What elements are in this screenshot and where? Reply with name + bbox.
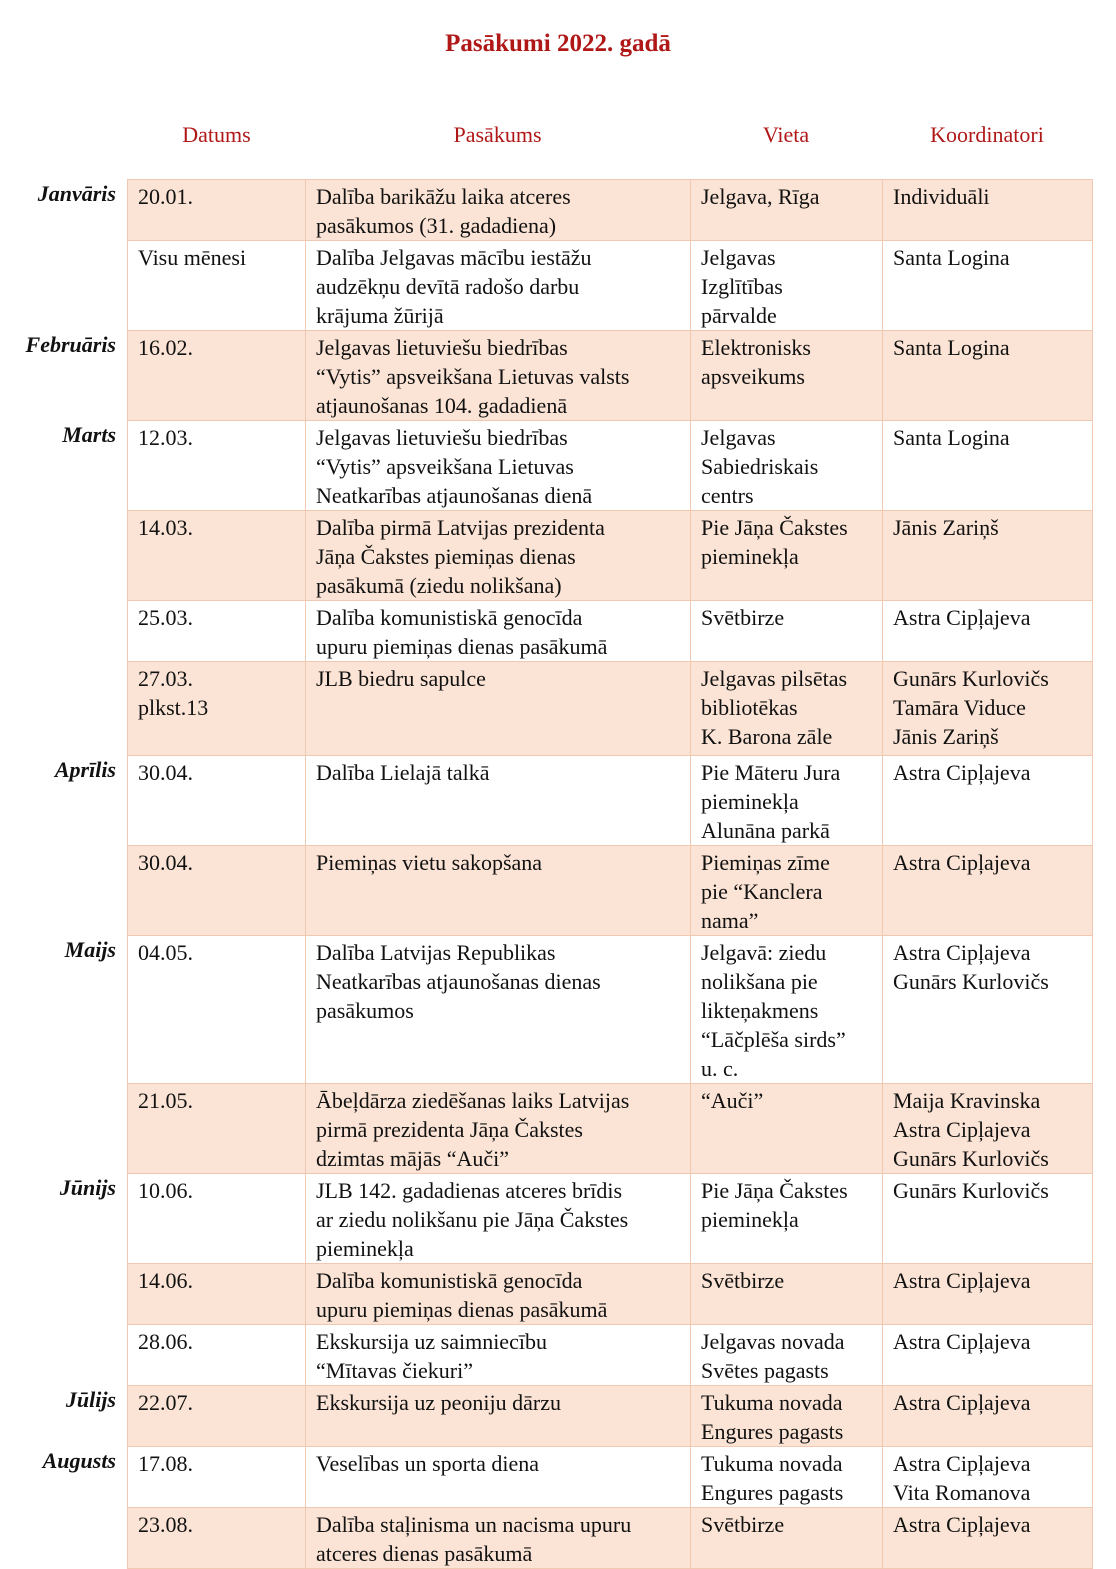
- coordinators-text: Individuāli: [893, 184, 990, 209]
- event-text: “Mītavas čiekuri”: [316, 1358, 473, 1383]
- cell-date: [128, 331, 306, 421]
- cell-place: [691, 1174, 883, 1264]
- event-text: atjaunošanas 104. gadadienā: [316, 393, 568, 418]
- place-text: Izglītības: [701, 274, 783, 299]
- cell-place: [691, 1325, 883, 1386]
- place-text: nolikšana pie: [701, 969, 818, 994]
- cell-coordinators: [883, 1174, 1093, 1264]
- event-text: Veselības un sporta diena: [316, 1451, 539, 1476]
- cell-event: [306, 1508, 691, 1569]
- month-label: Maijs: [64, 937, 116, 962]
- cell-event: [306, 1447, 691, 1508]
- event-text: Ekskursija uz saimniecību: [316, 1329, 547, 1354]
- event-text: Jāņa Čakstes piemiņas dienas: [316, 544, 576, 569]
- place-text: bibliotēkas: [701, 695, 798, 720]
- cell-date: [128, 1174, 306, 1264]
- cell-event: [306, 756, 691, 846]
- cell-date: [128, 1325, 306, 1386]
- cell-coordinators: [883, 1325, 1093, 1386]
- month-label: Aprīlis: [54, 757, 116, 782]
- table-row: [128, 421, 1093, 511]
- event-text: Dalība Jelgavas mācību iestāžu: [316, 245, 592, 270]
- event-text: Dalība Latvijas Republikas: [316, 940, 556, 965]
- header-event: Pasākums: [453, 122, 542, 147]
- cell-coordinators: [883, 511, 1093, 601]
- place-text: “Lāčplēša sirds”: [701, 1027, 846, 1052]
- cell-coordinators: [883, 601, 1093, 662]
- cell-place: [691, 331, 883, 421]
- date-text: 17.08.: [138, 1451, 193, 1476]
- event-text: Jelgavas lietuviešu biedrības: [316, 335, 568, 360]
- cell-place: [691, 846, 883, 936]
- table-row: [128, 180, 1093, 241]
- place-text: Jelgavā: ziedu: [701, 940, 827, 965]
- cell-event: [306, 1386, 691, 1447]
- date-text: 14.03.: [138, 515, 193, 540]
- event-text: upuru piemiņas dienas pasākumā: [316, 1297, 608, 1322]
- place-text: u. c.: [701, 1056, 739, 1081]
- place-text: Pie Jāņa Čakstes: [701, 1178, 848, 1203]
- date-text: 12.03.: [138, 425, 193, 450]
- place-text: Jelgavas pilsētas: [701, 666, 848, 691]
- table-row: [128, 936, 1093, 1084]
- event-text: Dalība komunistiskā genocīda: [316, 1268, 583, 1293]
- cell-date: [128, 601, 306, 662]
- cell-place: [691, 756, 883, 846]
- cell-place: [691, 1508, 883, 1569]
- place-text: pieminekļa: [701, 1207, 799, 1232]
- cell-place: [691, 1084, 883, 1174]
- place-text: pārvalde: [701, 303, 777, 328]
- event-text: krājuma žūrijā: [316, 303, 444, 328]
- table-row: [128, 601, 1093, 662]
- cell-event: [306, 241, 691, 331]
- date-text: 20.01.: [138, 184, 193, 209]
- cell-coordinators: [883, 1084, 1093, 1174]
- cell-date: [128, 1386, 306, 1447]
- coordinators-text: Jānis Zariņš: [893, 515, 999, 540]
- coordinators-text: Gunārs Kurlovičs: [893, 666, 1049, 691]
- place-text: Piemiņas zīme: [701, 850, 830, 875]
- cell-event: [306, 1174, 691, 1264]
- cell-date: [128, 1447, 306, 1508]
- cell-place: [691, 936, 883, 1084]
- table-row: [128, 1264, 1093, 1325]
- date-text: 21.05.: [138, 1088, 193, 1113]
- event-text: pasākumā (ziedu nolikšana): [316, 573, 562, 598]
- place-text: Tukuma novada: [701, 1390, 843, 1415]
- cell-place: [691, 511, 883, 601]
- cell-coordinators: [883, 180, 1093, 241]
- table-row: [128, 1084, 1093, 1174]
- place-text: Sabiedriskais: [701, 454, 819, 479]
- cell-coordinators: [883, 936, 1093, 1084]
- date-text: 22.07.: [138, 1390, 193, 1415]
- cell-event: [306, 421, 691, 511]
- month-label: Jūlijs: [65, 1387, 116, 1412]
- place-text: Alunāna parkā: [701, 818, 830, 843]
- coordinators-text: Santa Logina: [893, 245, 1010, 270]
- table-row: [128, 331, 1093, 421]
- event-text: Ābeļdārza ziedēšanas laiks Latvijas: [316, 1088, 630, 1113]
- coordinators-text: Tamāra Viduce: [893, 695, 1026, 720]
- place-text: apsveikums: [701, 364, 805, 389]
- cell-date: [128, 241, 306, 331]
- cell-coordinators: [883, 662, 1093, 756]
- place-text: Jelgavas: [701, 425, 776, 450]
- cell-date: [128, 511, 306, 601]
- coordinators-text: Santa Logina: [893, 425, 1010, 450]
- event-text: dzimtas mājās “Auči”: [316, 1146, 510, 1171]
- place-text: Pie Māteru Jura: [701, 760, 841, 785]
- date-text: 14.06.: [138, 1268, 193, 1293]
- place-text: Svētbirze: [701, 605, 785, 630]
- event-text: atceres dienas pasākumā: [316, 1541, 533, 1566]
- place-text: Jelgava, Rīga: [701, 184, 820, 209]
- event-text: Neatkarības atjaunošanas dienā: [316, 483, 593, 508]
- events-table: [127, 179, 1093, 1569]
- event-text: pieminekļa: [316, 1236, 414, 1261]
- place-text: likteņakmens: [701, 998, 819, 1023]
- cell-coordinators: [883, 331, 1093, 421]
- coordinators-text: Gunārs Kurlovičs: [893, 969, 1049, 994]
- table-row: [128, 511, 1093, 601]
- date-text: 04.05.: [138, 940, 193, 965]
- event-text: Dalība staļinisma un nacisma upuru: [316, 1512, 632, 1537]
- place-text: pieminekļa: [701, 789, 799, 814]
- coordinators-text: Astra Cipļajeva: [893, 605, 1031, 630]
- coordinators-text: Astra Cipļajeva: [893, 1268, 1031, 1293]
- date-text: 23.08.: [138, 1512, 193, 1537]
- column-headers: [128, 122, 1092, 152]
- cell-event: [306, 601, 691, 662]
- cell-place: [691, 1264, 883, 1325]
- coordinators-text: Astra Cipļajeva: [893, 1390, 1031, 1415]
- coordinators-text: Gunārs Kurlovičs: [893, 1146, 1049, 1171]
- event-text: audzēkņu devītā radošo darbu: [316, 274, 580, 299]
- date-text: plkst.13: [138, 695, 209, 720]
- event-text: Neatkarības atjaunošanas dienas: [316, 969, 601, 994]
- cell-event: [306, 511, 691, 601]
- table-row: [128, 1325, 1093, 1386]
- event-text: Jelgavas lietuviešu biedrības: [316, 425, 568, 450]
- event-text: Dalība komunistiskā genocīda: [316, 605, 583, 630]
- event-text: Piemiņas vietu sakopšana: [316, 850, 543, 875]
- month-label: Janvāris: [37, 181, 116, 206]
- cell-coordinators: [883, 846, 1093, 936]
- place-text: nama”: [701, 908, 759, 933]
- cell-coordinators: [883, 1508, 1093, 1569]
- cell-coordinators: [883, 241, 1093, 331]
- page-title: Pasākumi 2022. gadā: [445, 30, 671, 57]
- coordinators-text: Jānis Zariņš: [893, 724, 999, 749]
- date-text: 28.06.: [138, 1329, 193, 1354]
- coordinators-text: Astra Cipļajeva: [893, 1512, 1031, 1537]
- table-row: [128, 1508, 1093, 1569]
- coordinators-text: Gunārs Kurlovičs: [893, 1178, 1049, 1203]
- cell-coordinators: [883, 421, 1093, 511]
- cell-date: [128, 846, 306, 936]
- coordinators-text: Astra Cipļajeva: [893, 940, 1031, 965]
- cell-event: [306, 331, 691, 421]
- cell-event: [306, 846, 691, 936]
- event-text: JLB biedru sapulce: [316, 666, 486, 691]
- cell-coordinators: [883, 1386, 1093, 1447]
- cell-place: [691, 662, 883, 756]
- place-text: Svētbirze: [701, 1512, 785, 1537]
- event-text: JLB 142. gadadienas atceres brīdis: [316, 1178, 623, 1203]
- place-text: Jelgavas: [701, 245, 776, 270]
- cell-place: [691, 241, 883, 331]
- coordinators-text: Astra Cipļajeva: [893, 850, 1031, 875]
- place-text: Tukuma novada: [701, 1451, 843, 1476]
- cell-place: [691, 421, 883, 511]
- date-text: 30.04.: [138, 760, 193, 785]
- header-date: Datums: [182, 122, 251, 147]
- cell-place: [691, 180, 883, 241]
- place-text: K. Barona zāle: [701, 724, 833, 749]
- coordinators-text: Astra Cipļajeva: [893, 1451, 1031, 1476]
- place-text: Pie Jāņa Čakstes: [701, 515, 848, 540]
- place-text: Jelgavas novada: [701, 1329, 845, 1354]
- cell-date: [128, 421, 306, 511]
- place-text: pie “Kanclera: [701, 879, 823, 904]
- place-text: Engures pagasts: [701, 1419, 844, 1444]
- cell-event: [306, 1264, 691, 1325]
- event-text: pasākumos: [316, 998, 414, 1023]
- place-text: Elektronisks: [701, 335, 811, 360]
- cell-event: [306, 1084, 691, 1174]
- event-text: upuru piemiņas dienas pasākumā: [316, 634, 608, 659]
- cell-place: [691, 601, 883, 662]
- event-text: pasākumos (31. gadadiena): [316, 213, 557, 238]
- table-row: [128, 1174, 1093, 1264]
- table-row: [128, 662, 1093, 756]
- coordinators-text: Astra Cipļajeva: [893, 760, 1031, 785]
- date-text: 16.02.: [138, 335, 193, 360]
- place-text: Svētbirze: [701, 1268, 785, 1293]
- event-text: Ekskursija uz peoniju dārzu: [316, 1390, 561, 1415]
- cell-coordinators: [883, 1264, 1093, 1325]
- month-label: Augusts: [42, 1448, 116, 1473]
- coordinators-text: Santa Logina: [893, 335, 1010, 360]
- date-text: 25.03.: [138, 605, 193, 630]
- event-text: pirmā prezidenta Jāņa Čakstes: [316, 1117, 583, 1142]
- place-text: “Auči”: [701, 1088, 764, 1113]
- event-text: “Vytis” apsveikšana Lietuvas: [316, 454, 574, 479]
- event-text: Dalība barikāžu laika atceres: [316, 184, 571, 209]
- cell-event: [306, 180, 691, 241]
- cell-event: [306, 662, 691, 756]
- date-text: 27.03.: [138, 666, 193, 691]
- header-coordinators: Koordinatori: [930, 122, 1044, 147]
- cell-coordinators: [883, 756, 1093, 846]
- place-text: centrs: [701, 483, 754, 508]
- coordinators-text: Astra Cipļajeva: [893, 1117, 1031, 1142]
- place-text: Engures pagasts: [701, 1480, 844, 1505]
- cell-date: [128, 1508, 306, 1569]
- cell-event: [306, 936, 691, 1084]
- cell-date: [128, 180, 306, 241]
- date-text: Visu mēnesi: [138, 245, 247, 270]
- table-row: [128, 1447, 1093, 1508]
- header-place: Vieta: [762, 122, 810, 147]
- coordinators-text: Astra Cipļajeva: [893, 1329, 1031, 1354]
- cell-place: [691, 1386, 883, 1447]
- month-label: Februāris: [25, 332, 116, 357]
- coordinators-text: Vita Romanova: [893, 1480, 1031, 1505]
- place-text: pieminekļa: [701, 544, 799, 569]
- cell-date: [128, 756, 306, 846]
- table-row: [128, 241, 1093, 331]
- cell-date: [128, 662, 306, 756]
- table-row: [128, 846, 1093, 936]
- cell-date: [128, 1264, 306, 1325]
- month-label: Marts: [62, 422, 116, 447]
- table-row: [128, 756, 1093, 846]
- event-text: Dalība Lielajā talkā: [316, 760, 490, 785]
- cell-date: [128, 1084, 306, 1174]
- month-label: Jūnijs: [59, 1175, 116, 1200]
- cell-event: [306, 1325, 691, 1386]
- cell-place: [691, 1447, 883, 1508]
- date-text: 10.06.: [138, 1178, 193, 1203]
- date-text: 30.04.: [138, 850, 193, 875]
- event-text: Dalība pirmā Latvijas prezidenta: [316, 515, 605, 540]
- event-text: “Vytis” apsveikšana Lietuvas valsts: [316, 364, 630, 389]
- cell-date: [128, 936, 306, 1084]
- table-row: [128, 1386, 1093, 1447]
- event-text: ar ziedu nolikšanu pie Jāņa Čakstes: [316, 1207, 629, 1232]
- cell-coordinators: [883, 1447, 1093, 1508]
- coordinators-text: Maija Kravinska: [893, 1088, 1041, 1113]
- place-text: Svētes pagasts: [701, 1358, 829, 1383]
